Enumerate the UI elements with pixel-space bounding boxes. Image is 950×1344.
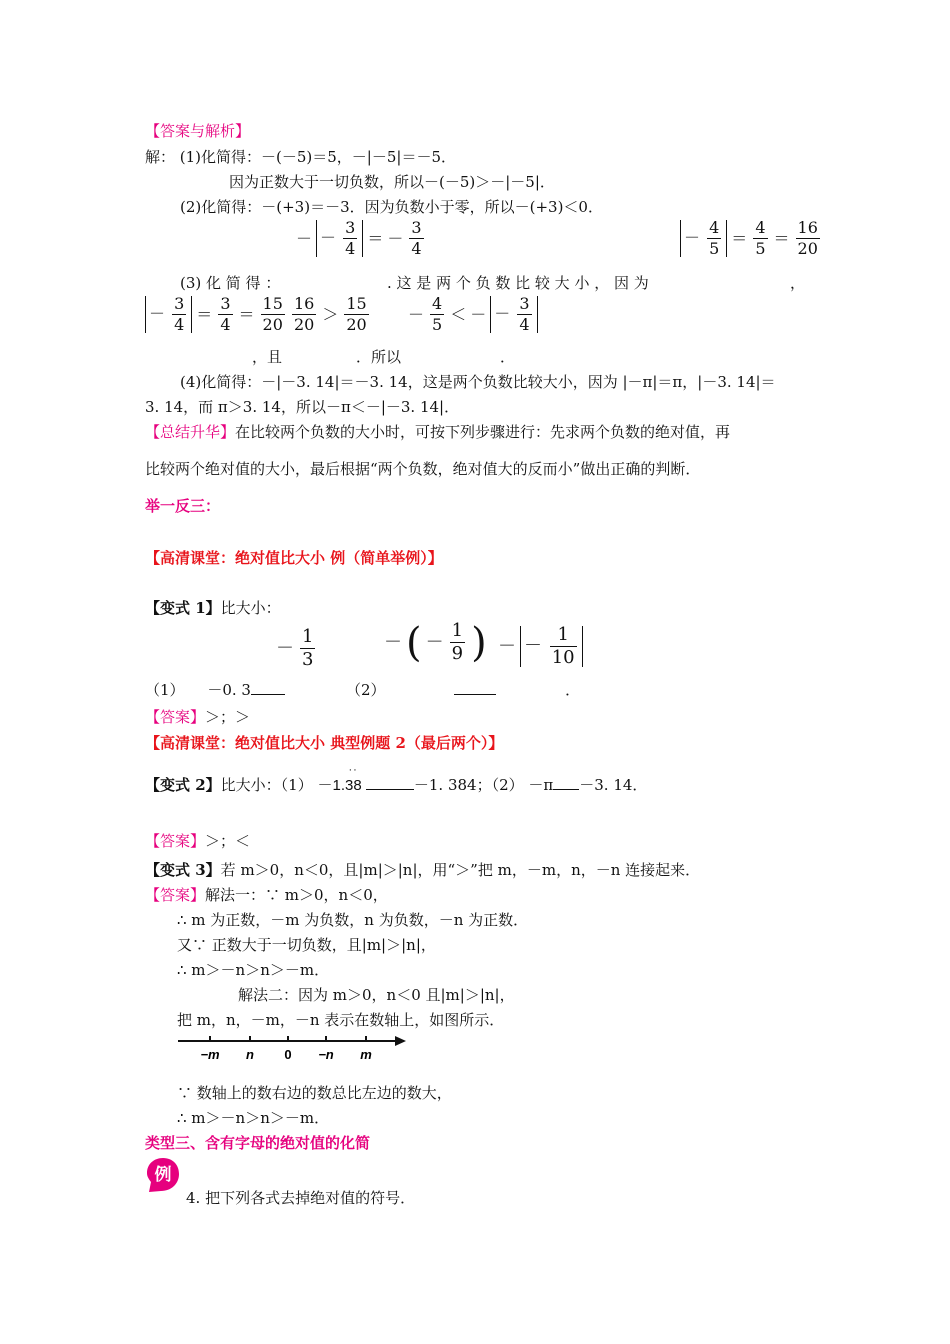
summary-line-1 [145, 423, 730, 441]
variant-2-text: 比大小：（1） [220, 776, 313, 794]
minus-sign: － [320, 228, 337, 247]
answer-2-line [145, 832, 250, 850]
variant-1-line [145, 599, 281, 617]
minus-sign: － [296, 228, 313, 248]
answer-blank[interactable] [366, 775, 414, 790]
example-badge-icon [145, 1156, 181, 1194]
minus-sign: － [384, 631, 402, 653]
right-paren: ) [471, 619, 487, 666]
answer-blank[interactable] [553, 775, 579, 790]
fraction-4-5: $\frac{4}{5}$ [709, 218, 720, 258]
solution-line-2: 因为正数大于一切负数，所以－(－5)＞－|－5|． [229, 173, 555, 191]
absolute-value [680, 220, 727, 257]
summary-label: 【总结升华】 [145, 423, 236, 441]
equals-sign: ＝ [238, 304, 255, 324]
summary-line-2: 比较两个绝对值的大小，最后根据“两个负数，绝对值大的反而小”做出正确的判断． [145, 460, 701, 478]
fraction-3-4: $\frac{3}{4}$ [174, 294, 185, 334]
answer-3-line-8: ∴ m＞－n＞n＞－m． [177, 1109, 330, 1127]
class-note-1: 【高清课堂：绝对值比大小 例（简单举例）】 [145, 549, 443, 567]
type-3-title: 类型三、含有字母的绝对值的化简 [145, 1134, 371, 1152]
variant-2-mid: －1. 384；（2） －π [413, 776, 554, 794]
formula-abs-three-quarters [145, 296, 287, 333]
minus-sign: － [425, 631, 444, 653]
answer-1-line [145, 708, 250, 726]
label-m: m [360, 1047, 372, 1062]
class-note-2: 【高清课堂：绝对值比大小 典型例题 2（最后两个）】 [145, 734, 504, 752]
fraction-16-20: $\frac{16}{20}$ [797, 218, 818, 258]
minus-sign: － [524, 635, 542, 657]
answer-blank[interactable] [251, 680, 285, 695]
fraction-3-4: $\frac{3}{4}$ [411, 218, 422, 258]
label-neg-m: −m [200, 1047, 220, 1062]
fraction-4-5: $\frac{4}{5}$ [432, 294, 443, 334]
equals-sign: ＝ [367, 228, 384, 248]
variant-3-line [145, 861, 700, 879]
part-1-label: （1） [145, 681, 185, 699]
formula-neg-abs-three-quarters [296, 220, 426, 257]
fraction-15-20: $\frac{15}{20}$ [262, 294, 283, 334]
answer-3-line-3: 又∵ 正数大于一切负数，且|m|＞|n|， [177, 936, 436, 954]
solution-line-4-head: (3) 化 简 得 ： [180, 274, 281, 292]
formula-abs-four-fifths [680, 220, 822, 257]
answer-2-text: ＞；＜ [205, 832, 251, 850]
solution-line-4-end: ， [790, 274, 806, 292]
solution-line-5a: ，且 [252, 348, 283, 366]
equals-sign: ＝ [196, 304, 213, 324]
less-than-sign: ＜ [450, 304, 467, 324]
absolute-value [145, 296, 192, 333]
repeating-dots: ·· [348, 764, 358, 776]
value-neg-0-3: －0. 3 [207, 681, 251, 699]
part-2-label: （2） [346, 681, 386, 699]
minus-sign: － [684, 228, 701, 247]
variant-2-line [145, 764, 648, 795]
solution-line-1: 解： (1)化简得：－(－5)＝5，－|－5|＝－5． [145, 148, 457, 166]
answer-3-line-7: ∵ 数轴上的数右边的数总比左边的数大， [177, 1084, 452, 1102]
answer-blank[interactable] [454, 680, 496, 695]
question-4: 4. 把下列各式去掉绝对值的符号． [186, 1189, 416, 1207]
left-paren: ( [406, 619, 422, 666]
repeating-decimal-value: －1.38 [317, 777, 362, 794]
expr-neg-one-third [276, 628, 317, 669]
minus-sign: － [276, 637, 294, 659]
fraction-15-20: $\frac{15}{20}$ [346, 294, 367, 334]
answer-3-line-1 [145, 886, 388, 904]
variant-3-label: 【变式 3】 [145, 861, 221, 879]
solution-line-5b: ．所以 [356, 348, 402, 366]
minus-sign: － [408, 304, 425, 324]
answer-analysis-heading: 【答案与解析】 [145, 122, 251, 140]
greater-than-sign: ＞ [322, 304, 339, 324]
equals-sign: ＝ [773, 228, 790, 248]
answer-3-line-2: ∴ m 为正数，－m 为负数，n 为负数，－n 为正数． [177, 911, 529, 929]
formula-final-compare [408, 296, 538, 333]
label-zero: 0 [284, 1047, 292, 1062]
solution-line-4-mid: . 这 是 两 个 负 数 比 较 大 小 ， 因 为 [387, 274, 649, 292]
absolute-value [316, 220, 363, 257]
fraction-3-4: $\frac{3}{4}$ [220, 294, 231, 334]
minus-sign: － [494, 304, 511, 323]
summary-text-1: 在比较两个负数的大小时，可按下列步骤进行：先求两个负数的绝对值，再 [235, 423, 731, 441]
label-neg-n: −n [318, 1047, 334, 1062]
fraction-3-4: $\frac{3}{4}$ [519, 294, 530, 334]
fraction-1-10: $\frac{1}{10}$ [551, 624, 575, 668]
minus-sign: － [470, 304, 487, 324]
equals-sign: ＝ [731, 228, 748, 248]
fraction-4-5: $\frac{4}{5}$ [755, 218, 766, 258]
minus-sign: － [149, 304, 166, 323]
solution-line-5c: ． [500, 348, 516, 366]
absolute-value [490, 296, 537, 333]
number-line [176, 1032, 408, 1062]
absolute-value [520, 626, 583, 667]
period: ． [565, 681, 581, 699]
variant-2-label: 【变式 2】 [145, 776, 221, 794]
solution-line-7: 3. 14，而 π＞3. 14，所以－π＜－|－3. 14|． [145, 398, 460, 416]
answer-3-text-1: 解法一：∵ m＞0，n＜0， [205, 886, 388, 904]
answer-2-label: 【答案】 [145, 832, 206, 850]
variant-1-text: 比大小： [220, 599, 281, 617]
repeating-decimal [317, 764, 366, 794]
fraction-3-4: $\frac{3}{4}$ [345, 218, 356, 258]
variant-3-text: 若 m＞0，n＜0，且|m|＞|n|，用“＞”把 m，－m，n，－n 连接起来． [220, 861, 701, 879]
answer-3-label: 【答案】 [145, 886, 206, 904]
variant-1-part-2 [346, 680, 580, 699]
practice-title: 举一反三： [145, 497, 221, 515]
minus-sign: － [387, 228, 404, 248]
answer-3-line-5: 解法二：因为 m＞0，n＜0 且|m|＞|n|， [238, 986, 515, 1004]
variant-1-label: 【变式 1】 [145, 599, 221, 617]
fraction-1-9: $\frac{1}{9}$ [451, 620, 464, 664]
variant-1-part-1 [145, 680, 285, 699]
variant-2-end: －3. 14． [579, 776, 648, 794]
expr-neg-abs-neg-one-tenth [498, 626, 583, 667]
example-badge-text: 例 [154, 1165, 172, 1185]
expr-neg-paren-neg-one-ninth [384, 619, 487, 666]
minus-sign: － [498, 635, 516, 657]
answer-3-line-4: ∴ m＞－n＞n＞－m． [177, 961, 330, 979]
number-line-arrow [395, 1036, 406, 1046]
answer-3-line-6: 把 m，n，－m，－n 表示在数轴上，如图所示． [177, 1011, 505, 1029]
answer-1-label: 【答案】 [145, 708, 206, 726]
solution-line-6: (4)化简得：－|－3. 14|＝－3. 14，这是两个负数比较大小，因为 |－π|＝π，|－3. 14|＝ [180, 373, 776, 391]
answer-1-text: ＞；＞ [205, 708, 251, 726]
fraction-16-20: $\frac{16}{20}$ [294, 294, 315, 334]
label-n: n [246, 1047, 254, 1062]
fraction-1-3: $\frac{1}{3}$ [302, 626, 314, 670]
formula-compare-twentieths [290, 296, 371, 333]
solution-line-3: (2)化简得：－(+3)＝－3．因为负数小于零，所以－(+3)＜0． [180, 198, 603, 216]
